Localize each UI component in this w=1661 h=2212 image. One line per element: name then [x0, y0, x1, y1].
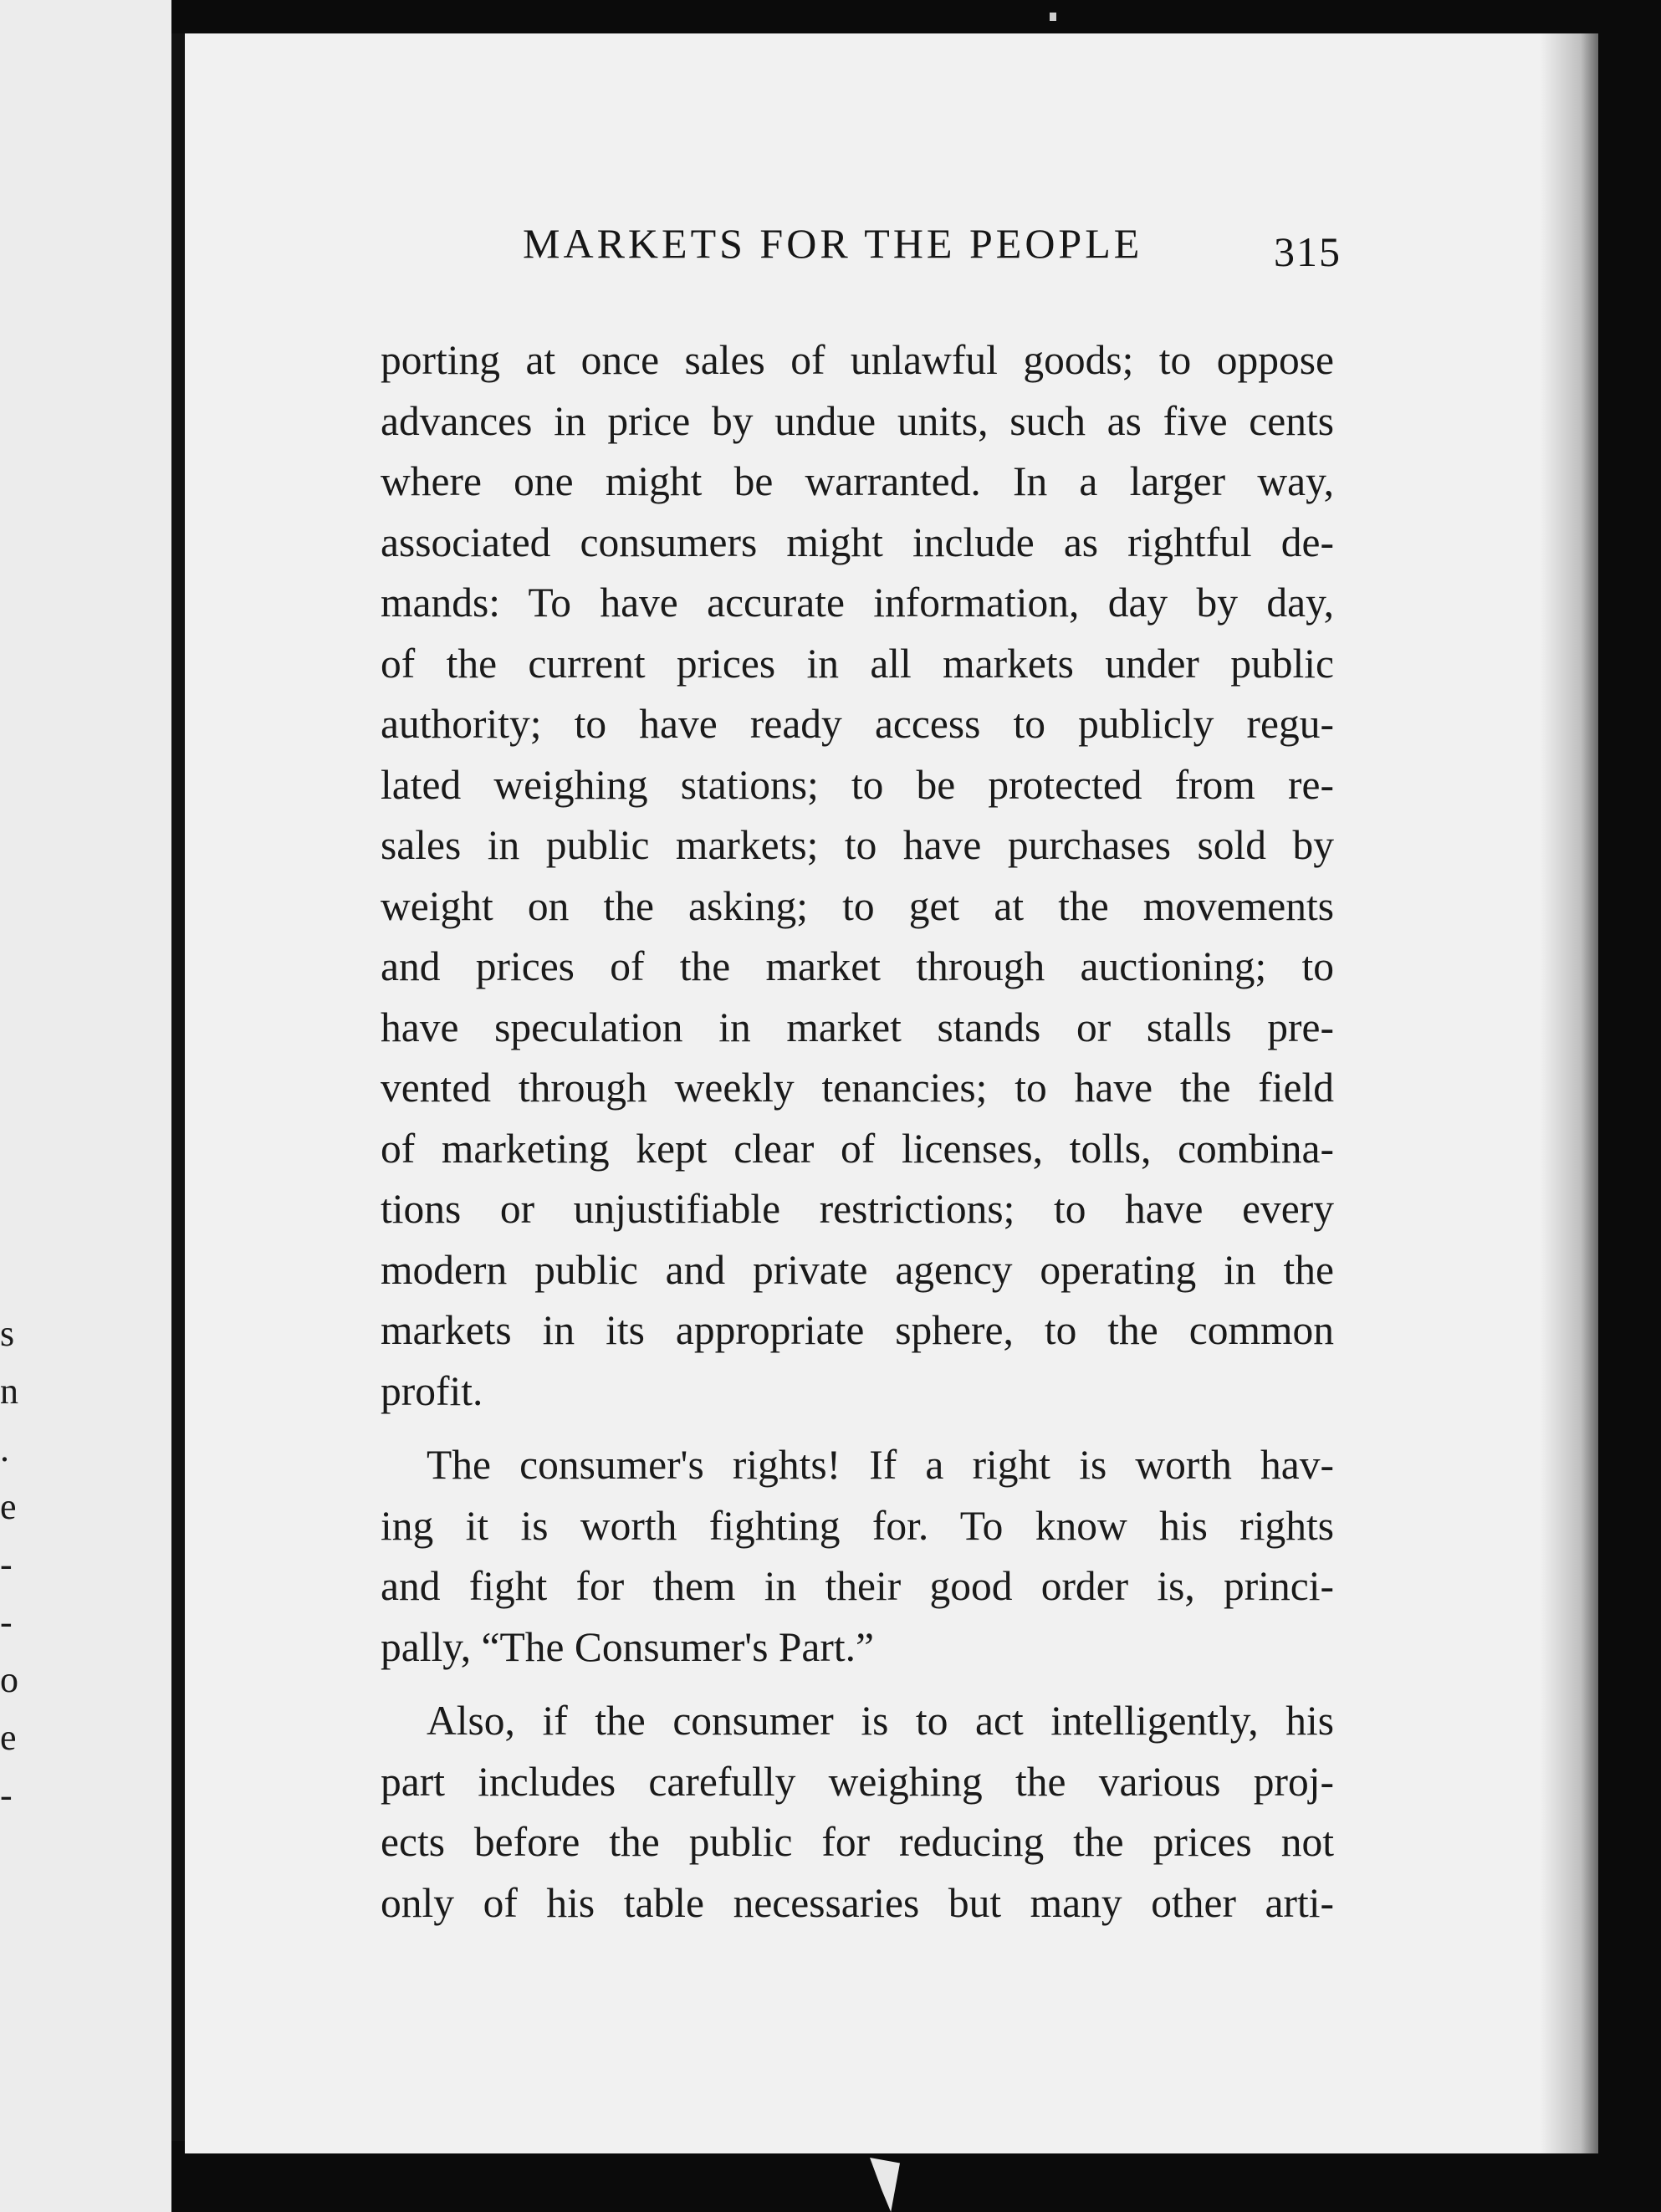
text-line: have speculation in market stands or stalls pre-: [381, 1004, 1334, 1050]
text-line: weight on the asking; to get at the movements: [381, 882, 1334, 929]
scan-artifact: [1050, 13, 1056, 21]
paragraph-gap: [381, 1422, 1334, 1435]
text-line: part includes carefully weighing the various proj-: [381, 1758, 1334, 1805]
text-line: authority; to have ready access to publicly regu-: [381, 701, 1334, 747]
text-line: markets in its appropriate sphere, to the common: [381, 1307, 1334, 1353]
text-line: Also, if the consumer is to act intelligently, his: [427, 1698, 1334, 1744]
left-fragment: -: [0, 1775, 13, 1816]
text-line: tions or unjustifiable restrictions; to have every: [381, 1186, 1334, 1232]
page-header: [355, 219, 1434, 294]
text-line: advances in price by undue units, such as five cents: [381, 397, 1334, 444]
paragraph-gap: [381, 1678, 1334, 1691]
text-line: modern public and private agency operating in the: [381, 1246, 1334, 1293]
text-line: profit.: [381, 1367, 483, 1414]
left-fragment: e: [0, 1486, 17, 1527]
left-fragment: -: [0, 1544, 13, 1585]
left-fragment: e: [0, 1717, 17, 1758]
body-text: [381, 330, 1334, 1934]
paragraph: [381, 1435, 1334, 1678]
page-edge-shadow: [1540, 33, 1598, 2153]
text-line: ects before the public for reducing the prices not: [381, 1819, 1334, 1865]
text-line: porting at once sales of unlawful goods; to oppose: [381, 337, 1334, 383]
left-fragment: -: [0, 1602, 13, 1642]
text-line: and fight for them in their good order is, princi-: [381, 1563, 1334, 1609]
paragraph: [381, 1691, 1334, 1934]
running-head: MARKETS FOR THE PEOPLE: [523, 220, 1143, 267]
left-fragment: o: [0, 1659, 18, 1700]
left-page-fragments: [0, 1305, 25, 1824]
left-page-edge: [0, 0, 171, 2212]
left-fragment: n: [0, 1371, 18, 1412]
left-fragment: .: [0, 1428, 9, 1469]
text-line: The consumer's rights! If a right is worth hav-: [427, 1442, 1334, 1488]
text-line: only of his table necessaries but many other arti-: [381, 1879, 1334, 1926]
paragraph: [381, 330, 1334, 1422]
text-line: pally, “The Consumer's Part.”: [381, 1623, 874, 1670]
text-line: lated weighing stations; to be protected from re-: [381, 761, 1334, 808]
text-line: ing it is worth fighting for. To know his rights: [381, 1502, 1334, 1549]
text-line: of marketing kept clear of licenses, tolls, combina-: [381, 1125, 1334, 1172]
page-number: 315: [1274, 228, 1342, 275]
text-line: associated consumers might include as rightful de-: [381, 519, 1334, 565]
text-line: vented through weekly tenancies; to have the field: [381, 1065, 1334, 1111]
scan-artifact: [870, 2158, 900, 2212]
left-fragment: s: [0, 1313, 15, 1354]
book-gutter: [171, 33, 185, 2141]
text-line: sales in public markets; to have purchases sold by: [381, 822, 1334, 868]
text-line: mands: To have accurate information, day by day,: [381, 580, 1334, 626]
text-line: where one might be warranted. In a larger way,: [381, 458, 1334, 504]
text-line: and prices of the market through auctioning; to: [381, 943, 1334, 989]
text-line: of the current prices in all markets under public: [381, 640, 1334, 687]
